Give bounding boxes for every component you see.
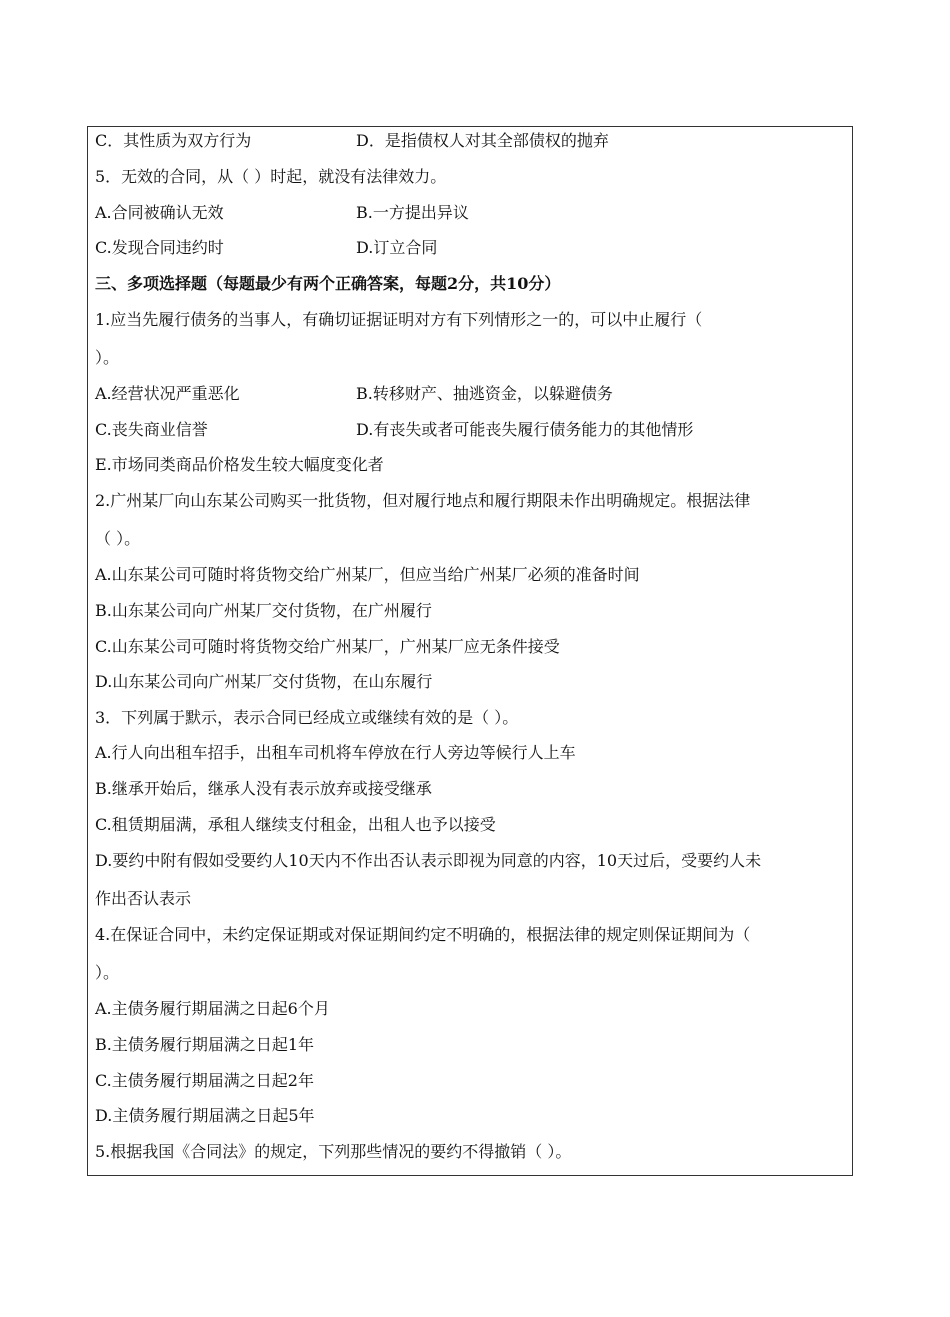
section-heading: 三、多项选择题（每题最少有两个正确答案，每题2分，共10分） (95, 274, 561, 293)
option-text: C.山东某公司可随时将货物交给广州某厂，广州某厂应无条件接受 (95, 637, 560, 656)
option-text: D.要约中附有假如受要约人10天内不作出否认表示即视为同意的内容，10天过后，受要约人未 (95, 851, 762, 870)
question-text: 2.广州某厂向山东某公司购买一批货物，但对履行地点和履行期限未作出明确规定。根据法律 (95, 491, 751, 510)
option-text: D.有丧失或者可能丧失履行债务能力的其他情形 (356, 420, 694, 439)
question-text: （ ）。 (95, 529, 141, 548)
option-text: B.主债务履行期届满之日起1年 (95, 1035, 315, 1054)
option-text: C.租赁期届满，承租人继续支付租金，出租人也予以接受 (95, 815, 496, 834)
question-text: 5．无效的合同，从（ ）时起，就没有法律效力。 (95, 167, 447, 186)
text-line: D．是指债权人对其全部债权的抛弃 (356, 131, 609, 150)
option-text: B.继承开始后，继承人没有表示放弃或接受继承 (95, 779, 432, 798)
option-text: C.丧失商业信誉 (95, 420, 208, 439)
question-text: 3．下列属于默示，表示合同已经成立或继续有效的是（ ）。 (95, 708, 519, 727)
option-text: B.转移财产、抽逃资金，以躲避债务 (356, 384, 613, 403)
option-text: B.一方提出异议 (356, 203, 469, 222)
option-text: E.市场同类商品价格发生较大幅度变化者 (95, 455, 384, 474)
option-text: A.山东某公司可随时将货物交给广州某厂，但应当给广州某厂必须的准备时间 (95, 565, 640, 584)
option-text: C.主债务履行期届满之日起2年 (95, 1071, 314, 1090)
question-text: 5.根据我国《合同法》的规定，下列那些情况的要约不得撤销（ ）。 (95, 1142, 572, 1161)
question-text: 4.在保证合同中，未约定保证期或对保证期间约定不明确的，根据法律的规定则保证期间为（ (95, 925, 751, 944)
option-text: C.发现合同违约时 (95, 238, 224, 257)
option-text: B.山东某公司向广州某厂交付货物，在广州履行 (95, 601, 432, 620)
option-text: A.主债务履行期届满之日起6个月 (95, 999, 330, 1018)
option-text: D.山东某公司向广州某厂交付货物，在山东履行 (95, 672, 433, 691)
option-text: A.经营状况严重恶化 (95, 384, 240, 403)
question-text: ）。 (95, 963, 120, 982)
option-text: D.订立合同 (356, 238, 438, 257)
option-text: A.行人向出租车招手，出租车司机将车停放在行人旁边等候行人上车 (95, 743, 576, 762)
text-line: C．其性质为双方行为 (95, 131, 252, 150)
option-text: A.合同被确认无效 (95, 203, 224, 222)
option-text: D.主债务履行期届满之日起5年 (95, 1106, 315, 1125)
question-text: 1.应当先履行债务的当事人，有确切证据证明对方有下列情形之一的，可以中止履行（ (95, 310, 703, 329)
option-text: 作出否认表示 (95, 889, 192, 908)
question-text: ）。 (95, 348, 120, 367)
